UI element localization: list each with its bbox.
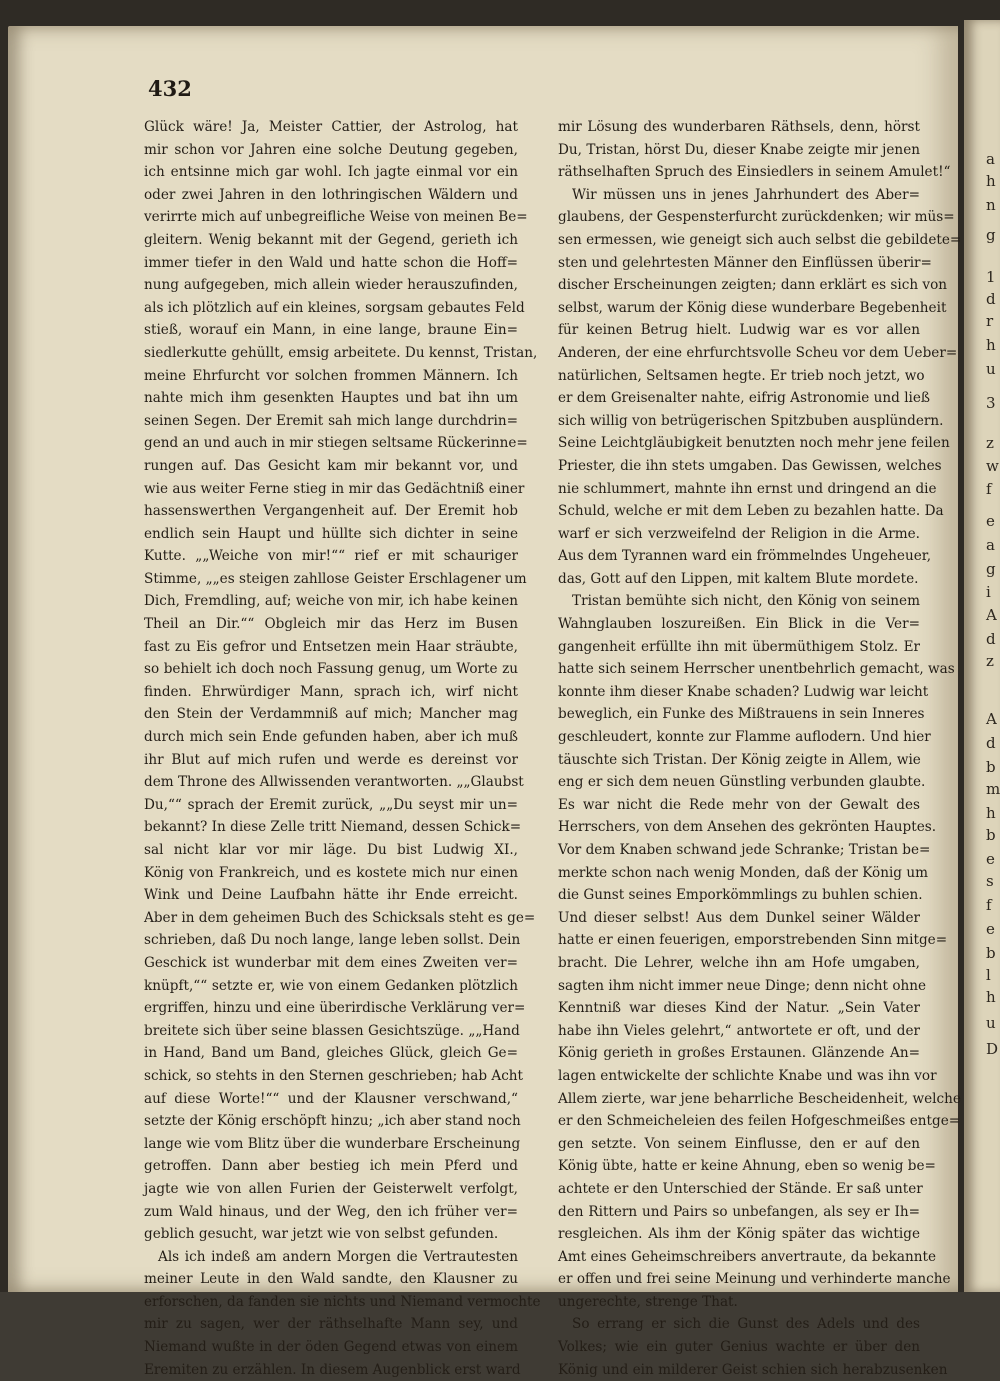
text-line: mir zu sagen, wer der räthselhafte Mann sey, und xyxy=(144,1316,518,1333)
text-line: bekannt? In diese Zelle tritt Niemand, dessen Schick= xyxy=(144,819,522,836)
text-line: oder zwei Jahren in den lothringischen Wäldern und xyxy=(144,186,518,203)
adjacent-page-text: h xyxy=(986,172,996,190)
text-line: König gerieth in großes Erstaunen. Glänzende An= xyxy=(558,1045,920,1062)
text-line: die Gunst seines Emporkömmlings zu buhlen schien. xyxy=(558,887,923,904)
text-line: hatte er einen feuerigen, emporstrebenden Sinn mitge= xyxy=(558,932,948,949)
text-line: als ich plötzlich auf ein kleines, sorgsam gebautes Feld xyxy=(144,299,525,316)
text-line: beweglich, ein Funke des Mißtrauens in sein Inneres xyxy=(558,706,925,723)
text-line: das, Gott auf den Lippen, mit kaltem Blute mordete. xyxy=(558,570,919,587)
text-line: sich willig von betrügerischen Spitzbuben ausplündern. xyxy=(558,412,944,429)
text-line: habe ihn Vieles gelehrt,“ antwortete er oft, und der xyxy=(558,1022,920,1039)
text-line: in Hand, Band um Band, gleiches Glück, gleich Ge= xyxy=(144,1045,518,1062)
adjacent-page-text: b xyxy=(986,944,996,962)
text-line: Stimme, „„es steigen zahllose Geister Erschlagener um xyxy=(144,570,527,587)
text-line: selbst, warum der König diese wunderbare Begebenheit xyxy=(558,299,947,316)
text-line: auf diese Worte!““ und der Klausner verschwand,“ xyxy=(144,1090,518,1107)
text-line: gend an und auch in mir stiegen seltsame Rückerinne= xyxy=(144,435,528,452)
adjacent-page-text: a xyxy=(986,150,995,168)
adjacent-page-text: w xyxy=(986,457,999,475)
adjacent-page-text: l xyxy=(986,966,991,984)
text-line: Wahnglauben loszureißen. Ein Blick in die Ver= xyxy=(558,616,920,633)
text-line: gen setzte. Von seinem Einflusse, den er auf den xyxy=(558,1135,920,1152)
adjacent-page-text: e xyxy=(986,920,995,938)
adjacent-page-text: d xyxy=(986,630,996,648)
text-line: Schuld, welche er mit dem Leben zu bezahlen hatte. Da xyxy=(558,503,944,520)
text-line: Geschick ist wunderbar mit dem eines Zweiten ver= xyxy=(144,954,518,971)
adjacent-page-text: A xyxy=(986,606,997,624)
adjacent-page-text: r xyxy=(986,312,994,330)
text-line: seinen Segen. Der Eremit sah mich lange durchdrin= xyxy=(144,412,518,429)
text-line: Aus dem Tyrannen ward ein frömmelndes Ungeheuer, xyxy=(558,548,932,565)
adjacent-page-text: s xyxy=(986,872,994,890)
text-line: eng er sich dem neuen Günstling verbunden glaubte. xyxy=(558,774,926,791)
text-line: natürlichen, Seltsamen hegte. Er trieb noch jetzt, wo xyxy=(558,367,925,384)
text-line: Vor dem Knaben schwand jede Schranke; Tristan be= xyxy=(558,842,931,858)
text-line: meiner Leute in den Wald sandte, den Klausner zu xyxy=(144,1271,518,1288)
text-line: schick, so stehts in den Sternen geschrieben; hab Acht xyxy=(144,1067,524,1084)
text-line: finden. Ehrwürdiger Mann, sprach ich, wirf nicht xyxy=(144,683,518,700)
adjacent-page-text: 3 xyxy=(986,394,996,412)
text-line: den Rittern und Pairs so unbefangen, als sey er Ih= xyxy=(558,1203,920,1220)
left-text-column xyxy=(144,116,541,1381)
text-line: sten und gelehrtesten Männer den Einflüssen überir= xyxy=(558,254,932,271)
text-line: ergriffen, hinzu und eine überirdische Verklärung ver= xyxy=(144,1000,526,1017)
adjacent-page-text: n xyxy=(986,196,996,214)
adjacent-page-text: u xyxy=(986,1014,996,1032)
text-line: Es war nicht die Rede mehr von der Gewalt des xyxy=(558,796,920,813)
text-line: dem Throne des Allwissenden verantworten. „„Glaubst xyxy=(144,774,524,791)
adjacent-page-text: u xyxy=(986,360,996,378)
text-line: merkte schon nach wenig Monden, daß der König um xyxy=(558,864,928,881)
adjacent-page-text: 1 xyxy=(986,268,996,286)
text-line: Als ich indeß am andern Morgen die Vertrautesten xyxy=(158,1248,518,1265)
adjacent-page-edge xyxy=(964,20,1000,1292)
text-line: sal nicht klar vor mir läge. Du bist Ludwig XI., xyxy=(144,842,518,858)
adjacent-page-text: m xyxy=(986,780,1000,798)
text-line: Wink und Deine Laufbahn hätte ihr Ende erreicht. xyxy=(144,887,518,904)
text-line: ihr Blut auf mich rufen und werde es dereinst vor xyxy=(144,751,518,768)
text-line: breitete sich über seine blassen Gesichtszüge. „„Hand xyxy=(144,1022,520,1039)
text-line: verirrte mich auf unbegreifliche Weise von meinen Be= xyxy=(144,209,528,226)
text-line: Aber in dem geheimen Buch des Schicksals steht es ge= xyxy=(144,909,536,926)
text-line: erforschen, da fanden sie nichts und Niemand vermochte xyxy=(144,1293,541,1310)
text-line: achtete er den Unterschied der Stände. Er saß unter xyxy=(558,1180,923,1197)
text-line: immer tiefer in den Wald und hatte schon die Hoff= xyxy=(144,254,518,271)
adjacent-page-text: h xyxy=(986,336,996,354)
text-line: so behielt ich doch noch Fassung genug, um Worte zu xyxy=(144,661,518,678)
text-line: fast zu Eis gefror und Entsetzen mein Haar sträubte, xyxy=(144,638,518,655)
text-line: geblich gesucht, war jetzt wie von selbst gefunden. xyxy=(144,1226,499,1243)
text-line: Und dieser selbst! Aus dem Dunkel seiner Wälder xyxy=(558,909,920,926)
text-line: setzte der König erschöpft hinzu; „ich aber stand noch xyxy=(144,1113,521,1130)
adjacent-page-text: A xyxy=(986,710,997,728)
text-line: jagte wie von allen Furien der Geisterwelt verfolgt, xyxy=(144,1180,518,1197)
text-line: nung aufgegeben, mich allein wieder herauszufinden, xyxy=(144,277,518,294)
text-line: Du,““ sprach der Eremit zurück, „„Du seyst mir un= xyxy=(144,796,518,813)
text-line: durch mich sein Ende gefunden haben, aber ich muß xyxy=(144,729,518,746)
text-line: er dem Greisenalter nahte, eifrig Astronomie und ließ xyxy=(558,390,931,407)
text-line: Eremiten zu erzählen. In diesem Augenblick erst ward xyxy=(144,1361,521,1378)
text-line: Amt eines Geheimschreibers anvertraute, da bekannte xyxy=(558,1248,936,1265)
text-line: Anderen, der eine ehrfurchtsvolle Scheu vor dem Ueber= xyxy=(558,344,958,361)
adjacent-page-text: z xyxy=(986,434,994,452)
text-line: Glück wäre! Ja, Meister Cattier, der Astrolog, hat xyxy=(144,119,518,135)
text-line: wie aus weiter Ferne stieg in mir das Gedächtniß einer xyxy=(144,480,525,497)
text-line: getroffen. Dann aber bestieg ich mein Pferd und xyxy=(144,1158,518,1175)
text-line: Herrschers, von dem Ansehen des gekrönten Hauptes. xyxy=(558,819,937,836)
text-line: lagen entwickelte der schlichte Knabe und was ihn vor xyxy=(558,1067,937,1084)
adjacent-page-text: e xyxy=(986,512,995,530)
text-line: Priester, die ihn stets umgaben. Das Gewissen, welches xyxy=(558,457,942,474)
text-line: nahte mich ihm gesenkten Hauptes und bat ihn um xyxy=(144,390,518,407)
text-line: hassenswerthen Vergangenheit auf. Der Eremit hob xyxy=(144,503,518,520)
text-line: sen ermessen, wie geneigt sich auch selbst die gebildete= xyxy=(558,231,962,248)
adjacent-page-text: f xyxy=(986,896,992,914)
adjacent-page-text: i xyxy=(986,583,991,601)
text-line: König übte, hatte er keine Ahnung, eben so wenig be= xyxy=(558,1158,936,1175)
text-line: endlich sein Haupt und hüllte sich dichter in seine xyxy=(144,525,518,542)
text-line: schrieben, daß Du noch lange, lange leben sollst. Dein xyxy=(144,932,521,949)
text-line: Seine Leichtgläubigkeit benutzten noch mehr jene feilen xyxy=(558,435,950,452)
text-line: ungerechte, strenge That. xyxy=(558,1293,738,1310)
text-line: ich entsinne mich gar wohl. Ich jagte einmal vor ein xyxy=(144,164,518,181)
text-line: lange wie vom Blitz über die wunderbare Erscheinung xyxy=(144,1135,521,1152)
text-line: Tristan bemühte sich nicht, den König von seinem xyxy=(572,593,920,610)
text-line: Kenntniß war dieses Kind der Natur. „Sein Vater xyxy=(558,1000,920,1017)
text-line: räthselhaften Spruch des Einsiedlers in seinem Amulet!“ xyxy=(558,164,951,181)
text-line: täuschte sich Tristan. Der König zeigte in Allem, wie xyxy=(558,751,921,768)
text-line: mir Lösung des wunderbaren Räthsels, denn, hörst xyxy=(558,119,920,135)
text-line: Dich, Fremdling, auf; weiche von mir, ich habe keinen xyxy=(144,593,518,610)
text-line: bracht. Die Lehrer, welche ihn am Hofe umgaben, xyxy=(558,954,920,971)
adjacent-page-text: d xyxy=(986,290,996,308)
text-line: So errang er sich die Gunst des Adels und des xyxy=(572,1316,920,1333)
text-line: Niemand wußte in der öden Gegend etwas von einem xyxy=(144,1339,518,1356)
text-line: König von Frankreich, und es kostete mich nur einen xyxy=(144,864,518,881)
text-line: glaubens, der Gespensterfurcht zurückdenken; wir müs= xyxy=(558,209,955,226)
text-line: mir schon vor Jahren eine solche Deutung gegeben, xyxy=(144,141,518,158)
text-line: warf er sich verzweifelnd der Religion in die Arme. xyxy=(558,525,920,542)
text-line: rungen auf. Das Gesicht kam mir bekannt vor, und xyxy=(144,457,518,474)
page-number: 432 xyxy=(148,76,192,101)
text-line: er offen und frei seine Meinung und verhinderte manche xyxy=(558,1271,951,1288)
text-line: Theil an Dir.““ Obgleich mir das Herz im Busen xyxy=(144,616,518,633)
text-line: resgleichen. Als ihm der König später das wichtige xyxy=(558,1226,920,1243)
text-line: konnte ihm dieser Knabe schaden? Ludwig war leicht xyxy=(558,683,929,700)
text-line: meine Ehrfurcht vor solchen frommen Männern. Ich xyxy=(144,367,518,384)
adjacent-page-text: D xyxy=(986,1040,999,1058)
text-line: Du, Tristan, hörst Du, dieser Knabe zeigte mir jenen xyxy=(558,141,920,158)
text-line: knüpft,““ setzte er, wie von einem Gedanken plötzlich xyxy=(144,977,518,994)
text-line: Kutte. „„Weiche von mir!““ rief er mit schauriger xyxy=(144,548,518,565)
text-line: er den Schmeicheleien des feilen Hofgeschmeißes entge= xyxy=(558,1113,961,1130)
text-line: discher Erscheinungen zeigten; dann erklärt es sich von xyxy=(558,277,948,294)
adjacent-page-text: b xyxy=(986,826,996,844)
text-line: Wir müssen uns in jenes Jahrhundert des Aber= xyxy=(572,186,920,203)
text-line: geschleudert, konnte zur Flamme auflodern. Und hier xyxy=(558,729,931,746)
text-line: gangenheit erfüllte ihn mit übermüthigem Stolz. Er xyxy=(558,638,920,655)
text-line: Volkes; wie ein guter Genius wachte er über den xyxy=(558,1339,920,1356)
text-line: den Stein der Verdammniß auf mich; Mancher mag xyxy=(144,706,518,723)
text-line: stieß, worauf ein Mann, in eine lange, braune Ein= xyxy=(144,322,518,339)
adjacent-page-text: z xyxy=(986,652,994,670)
right-text-column xyxy=(558,116,962,1381)
adjacent-page-text: g xyxy=(986,226,996,244)
text-line: sagten ihm nicht immer neue Dinge; denn nicht ohne xyxy=(558,977,927,994)
adjacent-page-text: d xyxy=(986,734,996,752)
adjacent-page-text: f xyxy=(986,480,992,498)
text-line: zum Wald hinaus, und der Weg, den ich früher ver= xyxy=(144,1203,518,1220)
adjacent-page-text: h xyxy=(986,804,996,822)
adjacent-page-text: a xyxy=(986,536,995,554)
text-line: König und ein milderer Geist schien sich herabzusenken xyxy=(558,1361,948,1378)
adjacent-page-text: g xyxy=(986,560,996,578)
text-line: für keinen Betrug hielt. Ludwig war es vor allen xyxy=(558,322,920,339)
text-line: nie schlummert, mahnte ihn ernst und dringend an die xyxy=(558,480,937,497)
adjacent-page-text: b xyxy=(986,758,996,776)
text-line: siedlerkutte gehüllt, emsig arbeitete. Du kennst, Tristan, xyxy=(144,344,538,361)
text-line: Allem zierte, war jene beharrliche Bescheidenheit, welche xyxy=(558,1090,961,1107)
adjacent-page-text: e xyxy=(986,850,995,868)
adjacent-page-text: h xyxy=(986,988,996,1006)
text-line: gleitern. Wenig bekannt mit der Gegend, gerieth ich xyxy=(144,231,518,248)
text-line: hatte sich seinem Herrscher unentbehrlich gemacht, was xyxy=(558,661,955,678)
